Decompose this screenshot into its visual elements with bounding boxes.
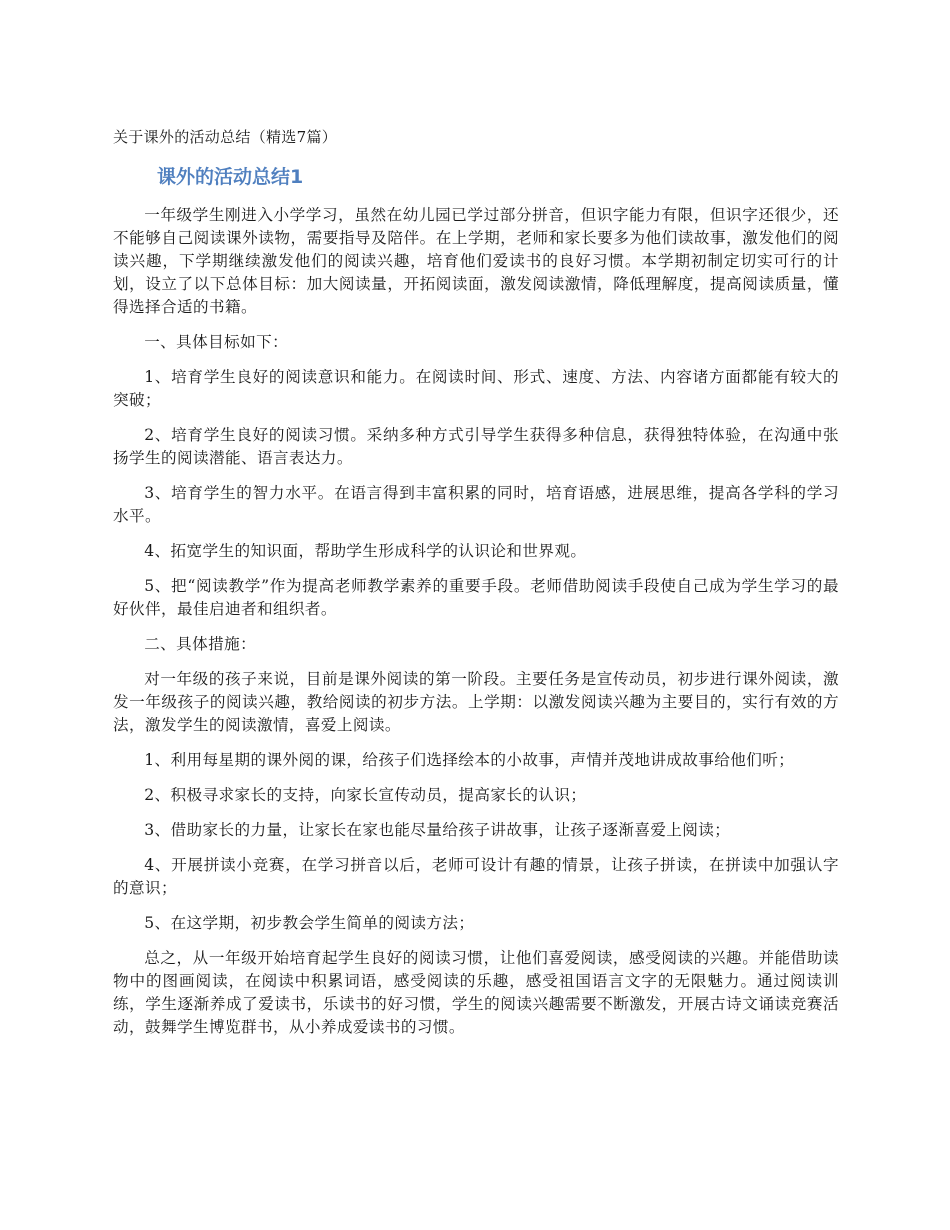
paragraph: 总之，从一年级开始培育起学生良好的阅读习惯，让他们喜爱阅读，感受阅读的兴趣。并能借助读物中的图画阅读，在阅读中积累词语，感受阅读的乐趣，感受祖国语言文字的无限魅力。通过阅读训练，学生逐渐养成了爱读书，乐读书的好习惯，学生的阅读兴趣需要不断激发，开展古诗文诵读竞赛活动，鼓舞学生博览群书，从小养成爱读书的习惯。 [113,949,839,1036]
paragraph: 3、培育学生的智力水平。在语言得到丰富积累的同时，培育语感，进展思维，提高各学科的学习水平。 [113,484,839,525]
paragraph: 5、在这学期，初步教会学生简单的阅读方法； [144,914,475,932]
paragraph: 4、开展拼读小竞赛，在学习拼音以后，老师可设计有趣的情景，让孩子拼读，在拼读中加强认字的意识； [113,856,839,897]
document-title: 关于课外的活动总结（精选7篇） [113,128,338,146]
paragraph: 对一年级的孩子来说，目前是课外阅读的第一阶段。主要任务是宣传动员，初步进行课外阅读，激发一年级孩子的阅读兴趣，教给阅读的初步方法。上学期：以激发阅读兴趣为主要目的，实行有效的方法，激发学生的阅读激情，喜爱上阅读。 [113,670,839,734]
paragraph: 4、拓宽学生的知识面，帮助学生形成科学的认识论和世界观。 [144,542,587,560]
paragraph: 2、培育学生良好的阅读习惯。采纳多种方式引导学生获得多种信息，获得独特体验，在沟通中张扬学生的阅读潜能、语言表达力。 [113,426,839,467]
paragraph: 二、具体措施： [144,635,257,653]
section-heading: 课外的活动总结1 [157,166,304,188]
paragraph: 一年级学生刚进入小学学习，虽然在幼儿园已学过部分拼音，但识字能力有限，但识字还很少，还不能够自己阅读课外读物，需要指导及陪伴。在上学期，老师和家长要多为他们读故事，激发他们的阅读兴趣，下学期继续激发他们的阅读兴趣，培育他们爱读书的良好习惯。本学期初制定切实可行的计划，设立了以下总体目标：加大阅读量，开拓阅读面，激发阅读激情，降低理解度，提高阅读质量，懂得选择合适的书籍。 [113,206,839,316]
paragraph: 3、借助家长的力量，让家长在家也能尽量给孩子讲故事，让孩子逐渐喜爱上阅读； [144,821,731,839]
paragraph: 2、积极寻求家长的支持，向家长宣传动员，提高家长的认识； [144,786,587,804]
document-body [113,204,839,1051]
paragraph: 5、把“阅读教学”作为提高老师教学素养的重要手段。老师借助阅读手段使自己成为学生学习的最好伙伴，最佳启迪者和组织者。 [113,577,839,618]
paragraph: 1、培育学生良好的阅读意识和能力。在阅读时间、形式、速度、方法、内容诸方面都能有较大的突破； [113,368,839,409]
paragraph: 1、利用每星期的课外阅的课，给孩子们选择绘本的小故事，声情并茂地讲成故事给他们听； [144,751,795,769]
paragraph: 一、具体目标如下： [144,333,289,351]
